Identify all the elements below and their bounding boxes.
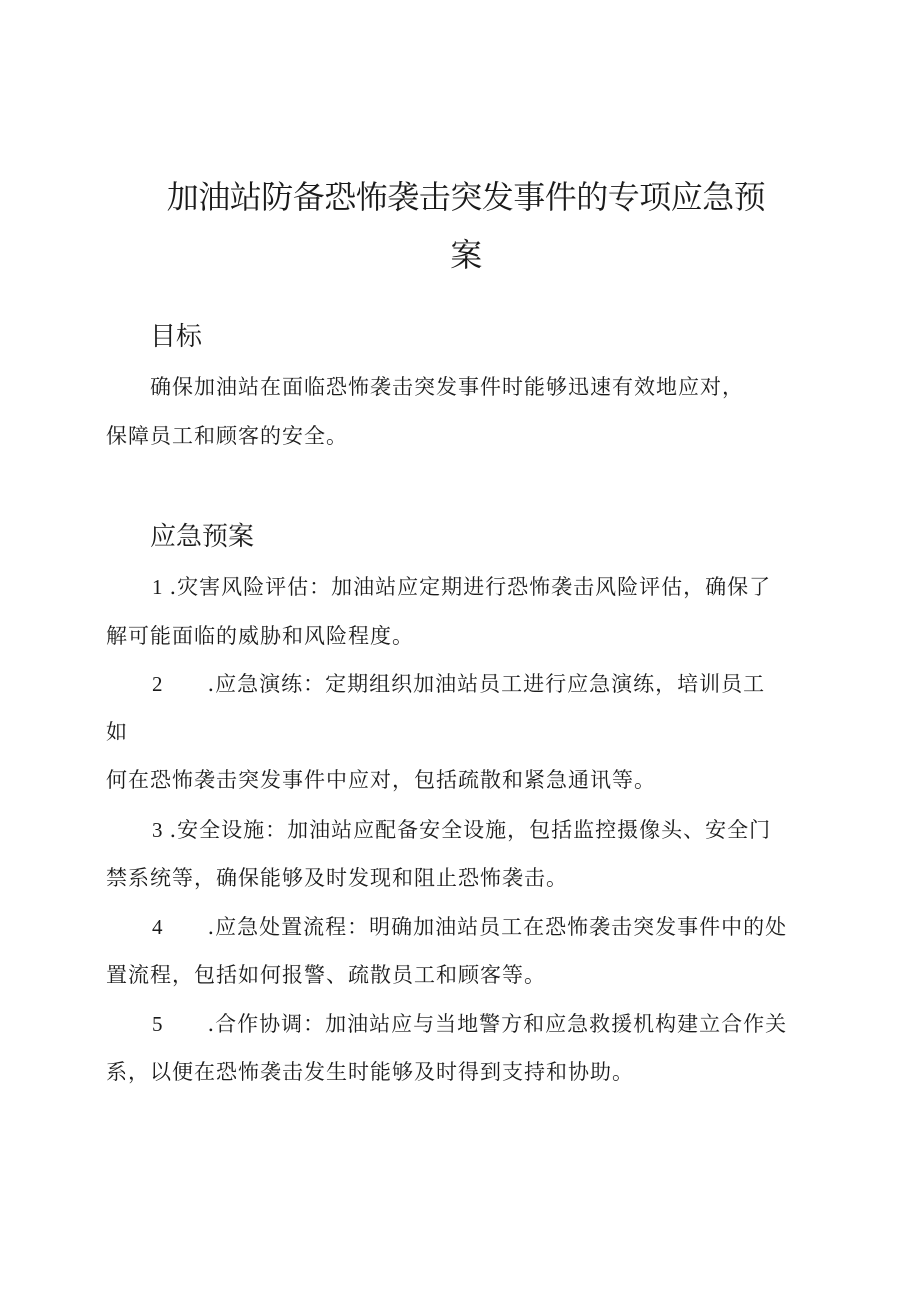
plan-item-1-number: 1: [152, 575, 164, 599]
plan-item-1-line-1: [152, 571, 771, 601]
plan-item-3-line-2: 禁系统等，确保能够及时发现和阻止恐怖袭击。: [106, 866, 568, 890]
plan-item-4-text: .应急处置流程：明确加油站员工在恐怖袭击突发事件中的处: [207, 915, 788, 939]
plan-item-1-line-2: 解可能面临的威胁和风险程度。: [106, 624, 414, 648]
plan-item-4-line-1: [152, 911, 787, 941]
document-title: [0, 168, 920, 284]
plan-item-5-line-1: [152, 1008, 787, 1038]
plan-item-3-number: 3: [152, 818, 164, 842]
plan-item-5-number: 5: [152, 1012, 164, 1036]
plan-item-2-line-2: 何在恐怖袭击突发事件中应对，包括疏散和紧急通讯等。: [106, 768, 656, 792]
title-line-2: 案: [450, 236, 482, 274]
plan-item-4-line-2: 置流程，包括如何报警、疏散员工和顾客等。: [106, 963, 546, 987]
plan-item-3-text: .安全设施：加油站应配备安全设施，包括监控摄像头、安全门: [169, 818, 772, 842]
plan-item-5-line-2: 系，以便在恐怖袭击发生时能够及时得到支持和协助。: [106, 1060, 634, 1084]
plan-item-5-text: .合作协调：加油站应与当地警方和应急救援机构建立合作关: [207, 1012, 788, 1036]
plan-item-1-text: .灾害风险评估：加油站应定期进行恐怖袭击风险评估，确保了: [169, 575, 772, 599]
plan-item-2-line-1b: 如: [106, 720, 128, 744]
plan-item-2-line-1: [152, 668, 765, 698]
plan-item-2-text: .应急演练：定期组织加油站员工进行应急演练，培训员工: [207, 672, 766, 696]
goal-paragraph-line-2: 保障员工和顾客的安全。: [106, 424, 348, 448]
plan-item-2-number: 2: [152, 672, 164, 696]
plan-item-4-number: 4: [152, 915, 164, 939]
section-heading-goal: 目标: [150, 322, 203, 352]
plan-item-3-line-1: [152, 814, 771, 844]
title-line-1: 加油站防备恐怖袭击突发事件的专项应急预: [166, 178, 766, 216]
goal-paragraph-line-1: 确保加油站在面临恐怖袭击突发事件时能够迅速有效地应对，: [150, 375, 744, 399]
section-heading-plan: 应急预案: [150, 522, 255, 552]
